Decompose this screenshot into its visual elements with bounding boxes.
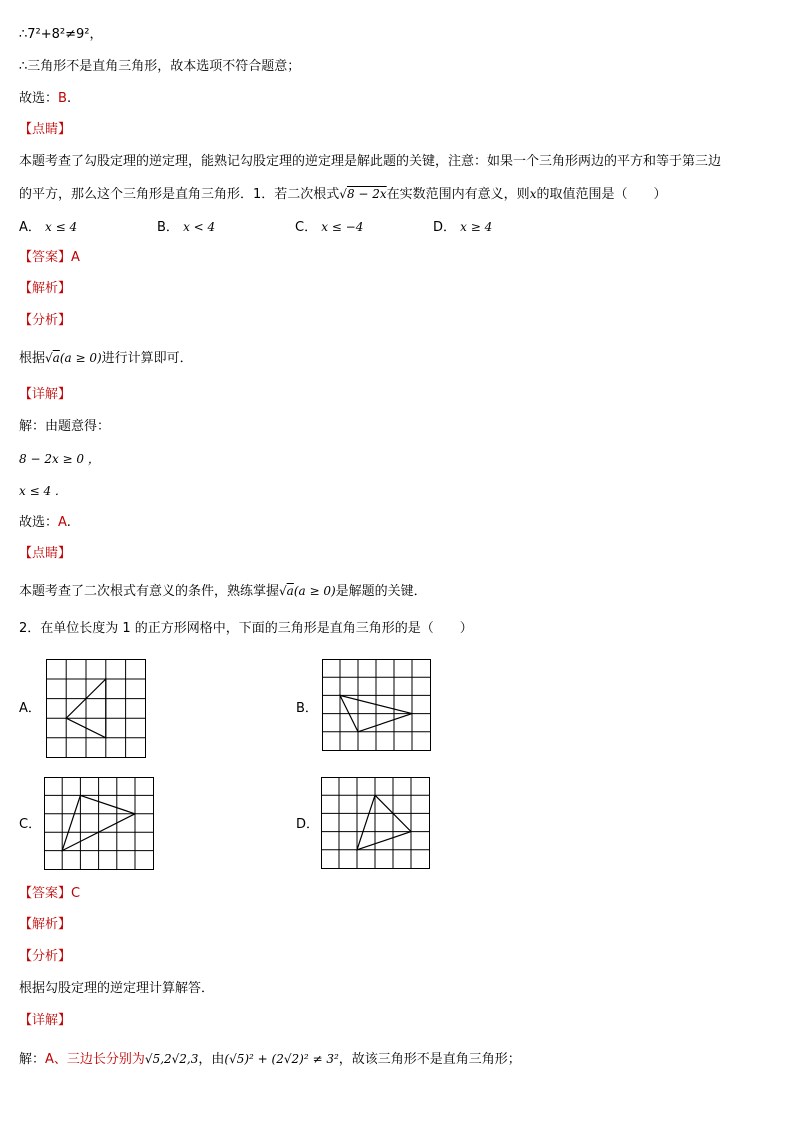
q1-dianjing-text: 本题考查了二次根式有意义的条件，熟练掌握√a(a ≥ 0)是解题的关键． <box>19 584 427 599</box>
option-a: A． x ≤ 4 <box>19 220 78 235</box>
grid-figure-c <box>44 777 154 870</box>
q2-solution-1: 解：A、三边长分别为√5,2√2,3，由(√5)² + (2√2)² ≠ 3²，故该三角形不是直角三角形； <box>19 1052 521 1067</box>
option-d: D． x ≥ 4 <box>433 220 493 235</box>
choice-answer: B <box>58 91 67 106</box>
q2-stem: 2．在单位长度为 1 的正方形网格中，下面的三角形是直角三角形的是（ ） <box>19 621 473 636</box>
q2-fenxi-text: 根据勾股定理的逆定理计算解答． <box>19 981 215 996</box>
q2-jiexi-heading: 【解析】 <box>19 917 72 932</box>
grid-figure-a <box>46 659 146 758</box>
q2-fenxi-heading: 【分析】 <box>19 949 72 964</box>
q2-xiangjie-heading: 【详解】 <box>19 1013 72 1028</box>
dianjing-text-2: 的平方，那么这个三角形是直角三角形．1．若二次根式√8 − 2x在实数范围内有意义，则x的取值范围是（ ） <box>19 187 667 202</box>
q1-solution-2: 8 − 2x ≥ 0 ， <box>19 452 100 466</box>
grid-figure-b <box>322 659 431 751</box>
triangle-d <box>357 795 411 850</box>
inequality-line: ∴7²+8²≠9²， <box>19 27 103 42</box>
q1-solution-1: 解：由题意得： <box>19 419 111 434</box>
q1-solution-4: 故选：A. <box>19 515 71 530</box>
choice-line: 故选：B. <box>19 91 72 106</box>
option-b: B． x < 4 <box>157 220 216 235</box>
q1-fenxi-text: 根据√a(a ≥ 0)进行计算即可． <box>19 351 193 366</box>
figure-d-label: D． <box>296 817 320 832</box>
q1-solution-3: x ≤ 4 ． <box>19 484 67 498</box>
figure-a-label: A． <box>19 701 41 716</box>
q2-answer: 【答案】C <box>19 886 81 901</box>
dianjing-text-1: 本题考查了勾股定理的逆定理，能熟记勾股定理的逆定理是解此题的关键，注意：如果一个三角形两边的平方和等于第三边 <box>19 154 722 169</box>
q1-answer: 【答案】A <box>19 250 80 265</box>
figure-b-label: B． <box>296 701 318 716</box>
dianjing-heading: 【点睛】 <box>19 122 72 137</box>
q1-jiexi-heading: 【解析】 <box>19 281 72 296</box>
grid-figure-d <box>321 777 430 869</box>
option-c: C． x ≤ −4 <box>295 220 364 235</box>
sqrt-expression: √8 − 2x <box>339 187 387 201</box>
q1-fenxi-heading: 【分析】 <box>19 313 72 328</box>
conclusion-line: ∴三角形不是直角三角形，故本选项不符合题意； <box>19 59 301 74</box>
q1-xiangjie-heading: 【详解】 <box>19 387 72 402</box>
q1-dianjing-heading: 【点睛】 <box>19 546 72 561</box>
figure-c-label: C． <box>19 817 42 832</box>
